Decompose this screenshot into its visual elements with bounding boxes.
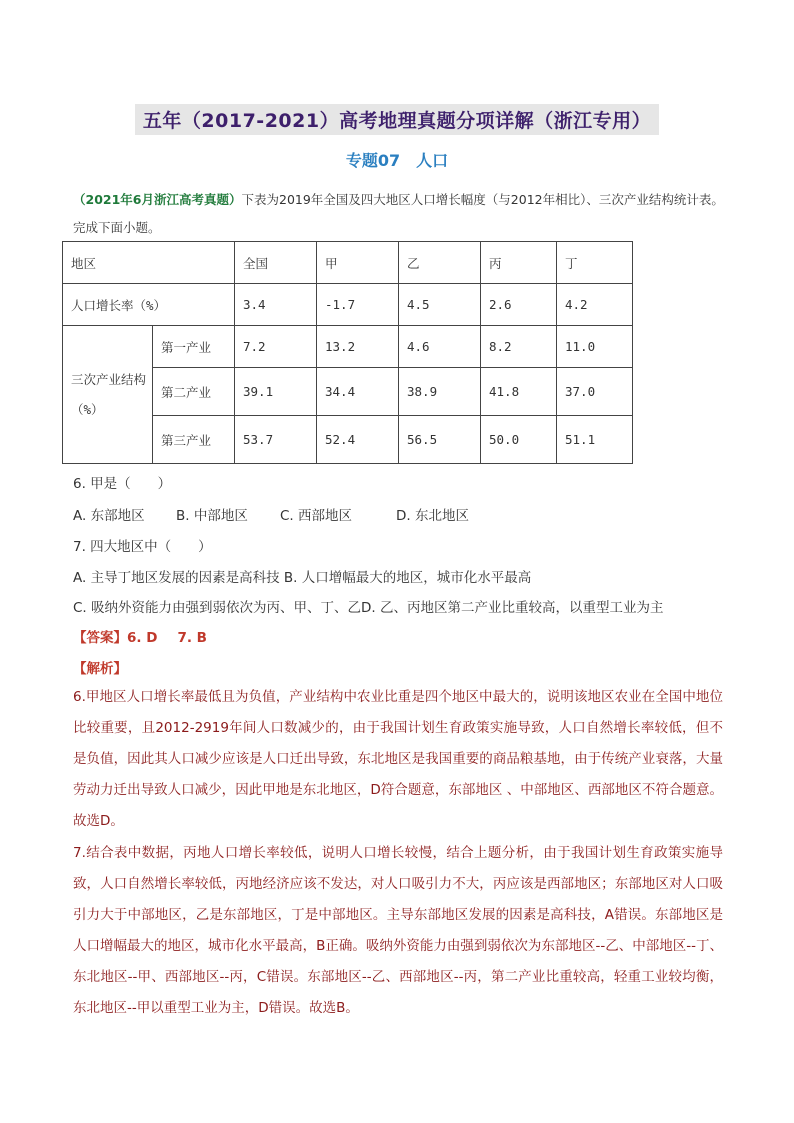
question-6-option-d: D. 东北地区 — [396, 508, 469, 524]
table-row — [63, 326, 633, 368]
table-row — [63, 284, 633, 326]
row-label-growth: 人口增长率（%） — [63, 284, 235, 326]
answer-6: 6. D — [127, 630, 158, 646]
table-cell: 7.2 — [235, 326, 317, 368]
table-cell: 41.8 — [481, 368, 557, 416]
table-cell: 56.5 — [399, 416, 481, 464]
table-cell: 4.5 — [399, 284, 481, 326]
row-label-industry: 第三产业 — [153, 416, 235, 464]
question-7-options-cd: C. 吸纳外资能力由强到弱依次为丙、甲、丁、乙D. 乙、丙地区第二产业比重较高，以重型工业为主 — [73, 600, 664, 616]
table-column-header: 甲 — [317, 242, 399, 284]
sub-title: 专题07 人口 — [345, 151, 449, 170]
intro-paragraph — [73, 186, 733, 242]
analysis-label: 【解析】 — [73, 661, 127, 677]
question-source: （2021年6月浙江高考真题） — [73, 192, 242, 207]
row-label-industry: 第一产业 — [153, 326, 235, 368]
table-cell: 3.4 — [235, 284, 317, 326]
question-6-option-a: A. 东部地区 — [73, 508, 145, 524]
table-cell: 51.1 — [557, 416, 633, 464]
table-cell: 52.4 — [317, 416, 399, 464]
main-title: 五年（2017-2021）高考地理真题分项详解（浙江专用） — [135, 104, 659, 135]
table-cell: 38.9 — [399, 368, 481, 416]
table-cell: 4.6 — [399, 326, 481, 368]
main-title-bar — [0, 104, 794, 135]
table-cell: 34.4 — [317, 368, 399, 416]
table-column-header: 丁 — [557, 242, 633, 284]
question-7-options-ab: A. 主导丁地区发展的因素是高科技 B. 人口增幅最大的地区，城市化水平最高 — [73, 570, 532, 586]
table-cell: 39.1 — [235, 368, 317, 416]
table-cell: 50.0 — [481, 416, 557, 464]
table-row — [63, 242, 633, 284]
question-6-stem: 6. 甲是（ ） — [73, 476, 172, 492]
intro-text: 下表为2019年全国及四大地区人口增长幅度（与2012年相比）、三次产业结构统计表。完成下面小题。 — [73, 192, 724, 235]
table-column-header: 乙 — [399, 242, 481, 284]
table-cell: -1.7 — [317, 284, 399, 326]
table-column-header: 丙 — [481, 242, 557, 284]
row-label-structure: 三次产业结构（%） — [63, 326, 153, 464]
table-cell: 13.2 — [317, 326, 399, 368]
data-table — [62, 241, 633, 464]
table-cell: 53.7 — [235, 416, 317, 464]
analysis-paragraph-6: 6.甲地区人口增长率最低且为负值，产业结构中农业比重是四个地区中最大的，说明该地区农业在全国中地位比较重要，且2012-2919年间人口数减少的，由于我国计划生育政策实施导致，人口自然增长率较低，但不是负值，因此其人口减少应该是人口迁出导致，东北地区是我国重要的商品粮基地，由于传统产业衰落，大量劳动力迁出导致人口减少，因此甲地是东北地区，D符合题意，东部地区 、中部地区、西部地区不符合题意。故选D。 — [73, 689, 723, 829]
answer-line — [73, 626, 207, 646]
question-7-stem: 7. 四大地区中（ ） — [73, 539, 212, 555]
question-6-option-c: C. 西部地区 — [280, 508, 353, 524]
table-cell: 11.0 — [557, 326, 633, 368]
question-6-option-b: B. 中部地区 — [176, 508, 248, 524]
table-column-header: 全国 — [235, 242, 317, 284]
answer-7: 7. B — [177, 630, 207, 646]
table-cell: 2.6 — [481, 284, 557, 326]
table-cell: 8.2 — [481, 326, 557, 368]
table-cell: 4.2 — [557, 284, 633, 326]
table-header-region: 地区 — [63, 242, 235, 284]
table-cell: 37.0 — [557, 368, 633, 416]
row-label-industry: 第二产业 — [153, 368, 235, 416]
answer-label: 【答案】 — [73, 630, 127, 646]
analysis-paragraph-7: 7.结合表中数据，丙地人口增长率较低，说明人口增长较慢，结合上题分析，由于我国计划生育政策实施导致，人口自然增长率较低，丙地经济应该不发达，对人口吸引力不大，丙应该是西部地区；东部地区对人口吸引力大于中部地区，乙是东部地区，丁是中部地区。主导东部地区发展的因素是高科技，A错误。东部地区是人口增幅最大的地区，城市化水平最高，B正确。吸纳外资能力由强到弱依次为东部地区--乙、中部地区--丁、东北地区--甲、西部地区--丙，C错误。东部地区--乙、西部地区--丙，第二产业比重较高，轻重工业较均衡，东北地区--甲以重型工业为主，D错误。故选B。 — [73, 845, 723, 1016]
